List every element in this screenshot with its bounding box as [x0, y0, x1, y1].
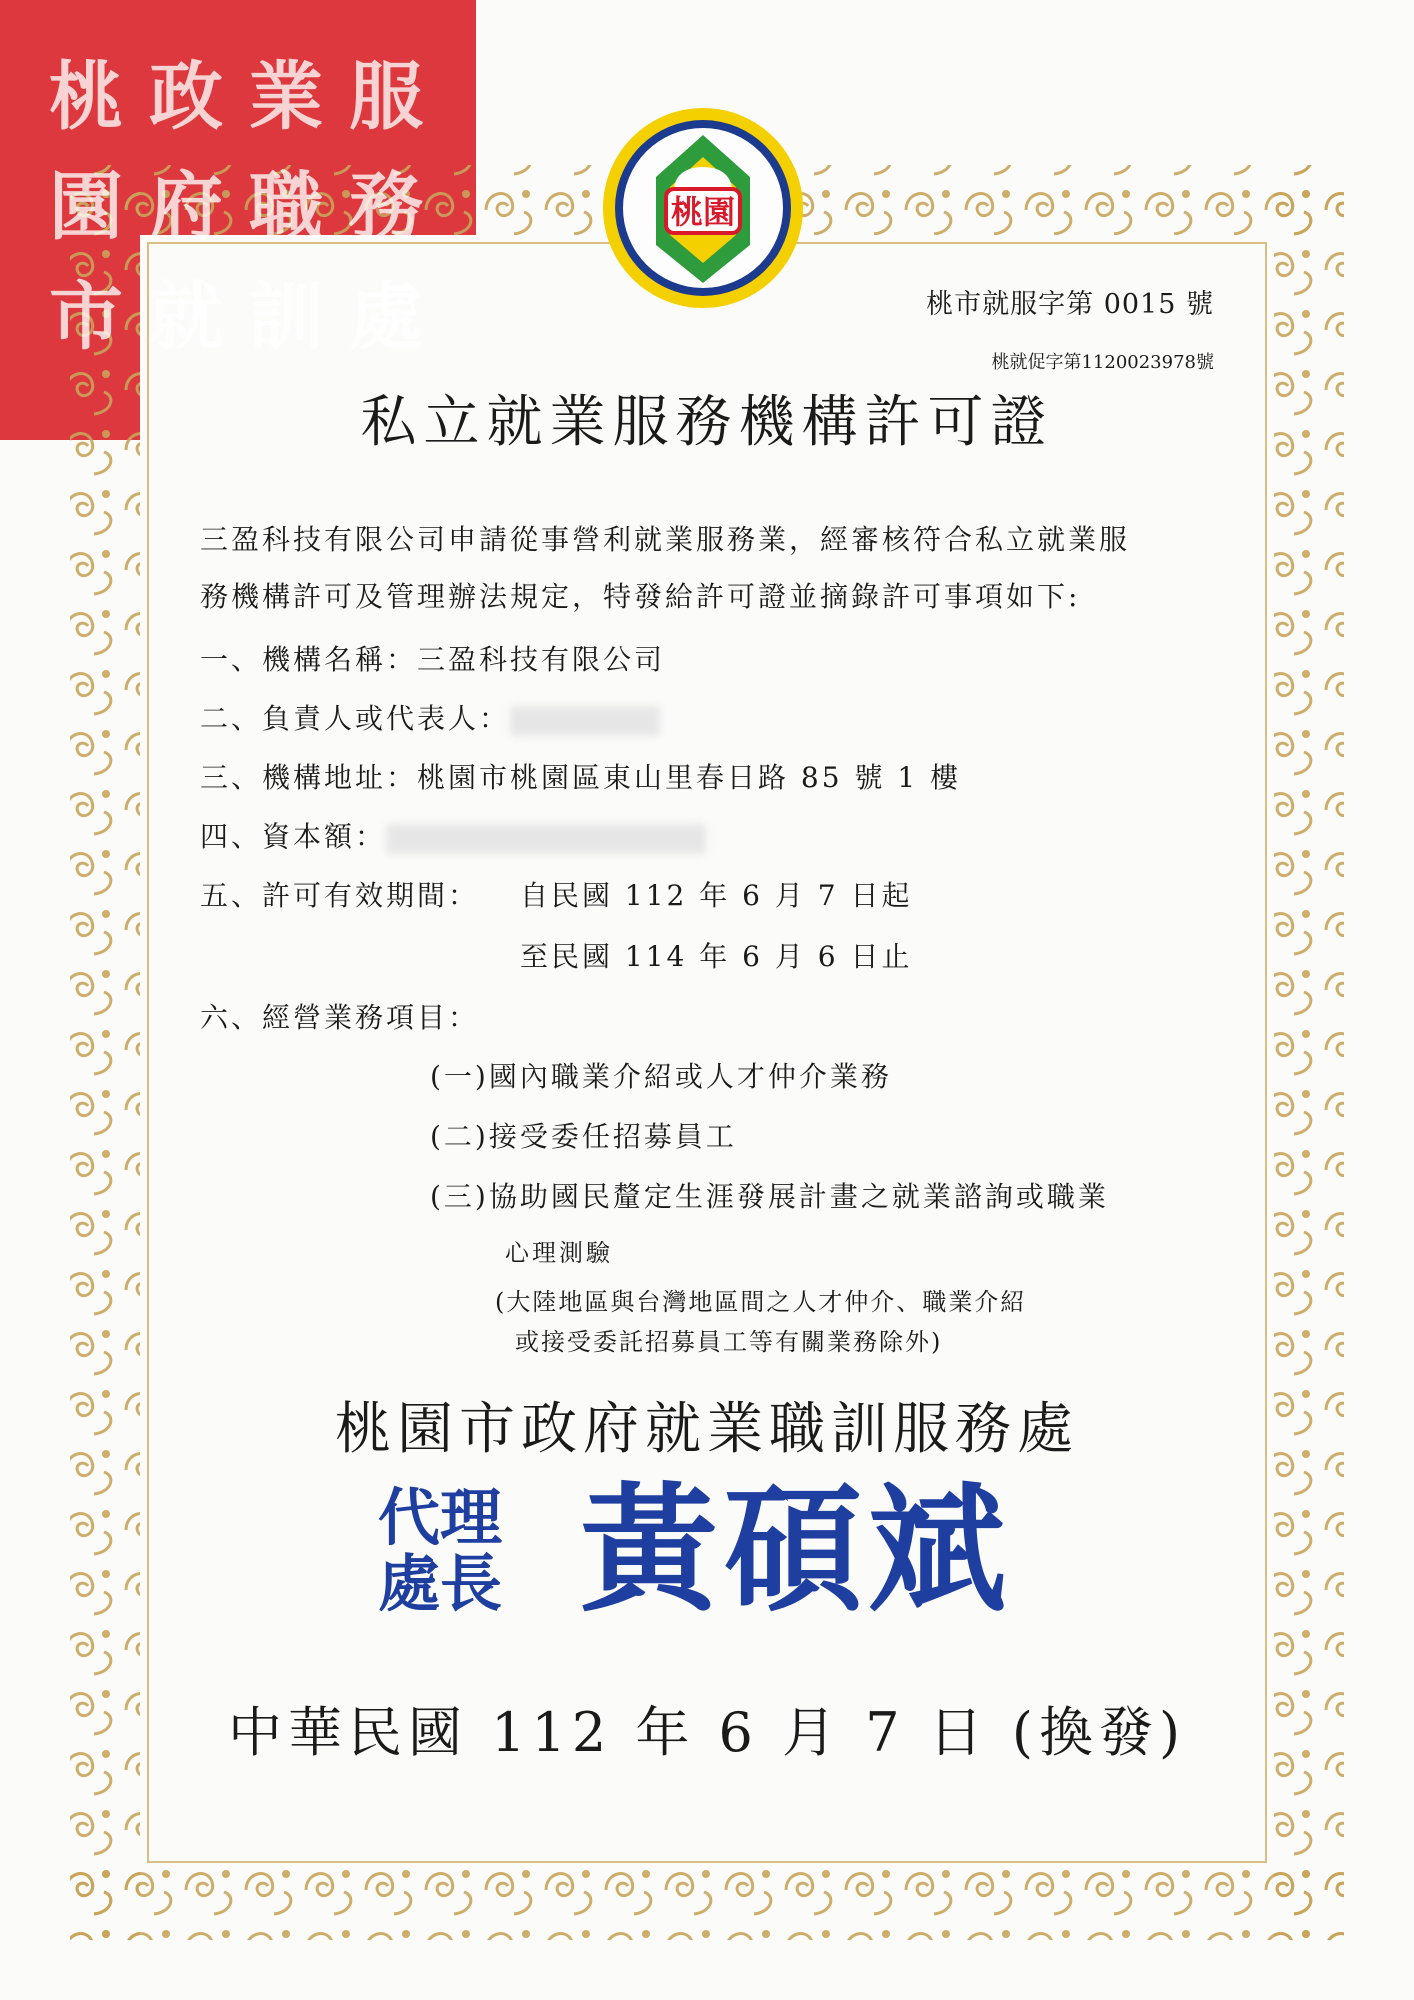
seal-char: 園	[49, 164, 123, 250]
seal-char: 訓	[249, 274, 323, 360]
item-rep-row	[200, 697, 660, 737]
business-item-3-line-2: 心理測驗	[505, 1239, 613, 1267]
item-name-row	[200, 638, 665, 678]
signature-title	[378, 1481, 503, 1620]
item-period-label: 五、許可有效期間：	[200, 879, 480, 912]
seal-char: 就	[149, 274, 223, 360]
intro-line-1: 三盈科技有限公司申請從事營利就業服務業，經審核符合私立就業服	[200, 523, 1131, 556]
seal-char: 政	[149, 54, 223, 140]
business-item-3-line-1: (三)協助國民釐定生涯發展計畫之就業諮詢或職業	[430, 1180, 1109, 1213]
page-title: 私立就業服務機構許可證	[360, 390, 1054, 455]
issue-date: 中華民國 112 年 6 月 7 日 (換發)	[227, 1701, 1187, 1764]
seal-char: 服	[349, 54, 423, 140]
signature-title-bottom: 處長	[378, 1547, 503, 1620]
issuing-agency: 桃園市政府就業職訓服務處	[335, 1397, 1079, 1462]
item-name-value: 三盈科技有限公司	[417, 643, 666, 676]
seal-char: 業	[249, 54, 323, 140]
item-period-start: 自民國 112 年 6 月 7 日起	[520, 879, 913, 912]
signature-name: 黃碩斌	[580, 1468, 1013, 1631]
intro-line-2: 務機構許可及管理辦法規定，特發給許可證並摘錄許可事項如下:	[200, 580, 1081, 613]
business-note-line-1: (大陸地區與台灣地區間之人才仲介、職業介紹	[495, 1288, 1027, 1316]
seal-char: 府	[149, 164, 223, 250]
redacted-capital	[386, 824, 706, 854]
business-note-line-2: 或接受委託招募員工等有關業務除外)	[515, 1328, 943, 1356]
item-capital-label: 四、資本額：	[200, 820, 387, 853]
business-item-1: (一)國內職業介紹或人才仲介業務	[430, 1060, 892, 1093]
item-rep-label: 二、負責人或代表人：	[200, 702, 511, 735]
seal-char: 處	[349, 274, 423, 360]
seal-char: 職	[249, 164, 323, 250]
item-address-value: 桃園市桃園區東山里春日路 85 號 1 樓	[417, 761, 962, 794]
seal-char: 市	[49, 274, 123, 360]
item-period-end: 至民國 114 年 6 月 6 日止	[520, 940, 913, 973]
item-name-label: 一、機構名稱：	[200, 643, 418, 676]
business-item-2: (二)接受委任招募員工	[430, 1120, 737, 1153]
city-emblem-icon	[600, 105, 806, 311]
logo-text: 桃園	[670, 193, 736, 231]
seal-char: 務	[349, 164, 423, 250]
seal-char: 桃	[49, 54, 123, 140]
item-address-label: 三、機構地址：	[200, 761, 418, 794]
item-capital-row	[200, 815, 706, 855]
item-address-row	[200, 756, 961, 796]
redacted-representative	[510, 706, 660, 736]
item-business-label: 六、經營業務項目：	[200, 1001, 480, 1034]
reference-number: 桃就促字第1120023978號	[991, 352, 1214, 373]
signature-title-top: 代理	[378, 1481, 503, 1554]
document-number: 桃市就服字第 0015 號	[926, 289, 1214, 320]
